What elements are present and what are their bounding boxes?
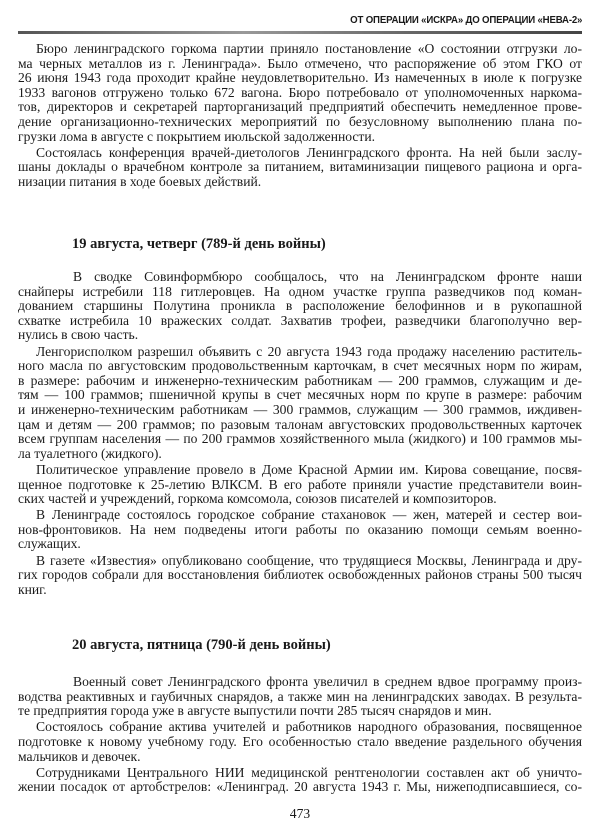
text-line: жении посадок от артобстрелов: «Ленинград. 20 августа 1943 г. Мы, нижеподписавшиеся, со- bbox=[18, 779, 582, 795]
paragraph bbox=[18, 508, 582, 552]
text-line: нов-фронтовиков. На нем подведены итоги работы по оказанию помощи семьям военно- bbox=[18, 521, 582, 537]
text-line: подготовке к новому учебному году. Его особенностью стало введение раздельного обучения bbox=[18, 733, 582, 749]
section-heading-aug-19: 19 августа, четверг (789-й день войны) bbox=[72, 236, 326, 252]
text-line: тов, директоров и секретарей парторганизаций предприятий обеспечить немедленное прове- bbox=[18, 99, 582, 115]
text-line: щенное подготовке к 25-летию ВЛКСМ. В его работе приняли участие представители воин- bbox=[18, 476, 582, 492]
text-line: служащих. bbox=[18, 536, 81, 552]
text-line: Военный совет Ленинградского фронта увеличил в среднем вдвое программу произ- bbox=[73, 674, 582, 689]
text-line: В Ленинграде состоялось городское собрание стахановок — жен, матерей и сестер вои- bbox=[36, 507, 582, 523]
section-heading-aug-20: 20 августа, пятница (790-й день войны) bbox=[72, 637, 331, 653]
paragraph bbox=[18, 720, 582, 764]
text-line: Состоялось собрание актива учителей и работников народного образования, посвященное bbox=[36, 719, 582, 735]
text-line: ских частей и учреждений, горкома комсомола, союзов писателей и композиторов. bbox=[18, 491, 497, 507]
paragraph bbox=[18, 554, 582, 598]
text-line: Бюро ленинградского горкома партии приняло постановление «О состоянии отгрузки ло- bbox=[36, 41, 582, 56]
text-line: цам и детям — 200 граммов; по разовым талонам августовских продовольственных карточек bbox=[18, 416, 582, 432]
text-line: гих городов собрали для восстановления библиотек освобожденных районов страны 500 тысяч bbox=[18, 567, 582, 583]
text-line: книг. bbox=[18, 581, 47, 597]
paragraph bbox=[18, 345, 582, 462]
running-head: ОТ ОПЕРАЦИИ «ИСКРА» ДО ОПЕРАЦИИ «НЕВА-2» bbox=[349, 14, 582, 26]
text-line: дованием старшины Полутина проникла в расположение белофиннов и в рукопашной bbox=[18, 298, 582, 314]
text-line: всем группам населения — по 200 граммов хозяйственного мыла (жидкого) и 100 граммов мы- bbox=[18, 431, 582, 447]
text-line: те предприятия города уже в августе выпустили почти 285 тысяч снарядов и мин. bbox=[18, 703, 492, 719]
paragraph bbox=[18, 42, 582, 144]
text-line: водства реактивных и гаубичных снарядов, а также мин на ленинградских заводах. В результа- bbox=[18, 688, 582, 704]
text-line: шаны доклады о врачебном контроле за питанием, витаминизации пищевого рациона и орга- bbox=[18, 159, 582, 175]
text-line: ма черных металлов из г. Ленинграда». Было отмечено, что распоряжение об этом ГКО от bbox=[18, 55, 582, 71]
text-line: грузки лома в августе с покрытием июльской задолженности. bbox=[18, 128, 376, 144]
paragraph bbox=[18, 675, 582, 719]
text-line: тям — 100 граммов; пшеничной крупы в счет месячных норм по крупе в размере: рабочим bbox=[18, 387, 582, 403]
text-line: нулись в свою часть. bbox=[18, 327, 139, 343]
text-block-aug-19 bbox=[18, 270, 582, 599]
text-line: Состоялась конференция врачей-диетологов Ленинградского фронта. На ней были заслу- bbox=[36, 144, 582, 160]
text-block-intro bbox=[18, 42, 582, 191]
text-line: Ленгорисполком разрешил объявить с 20 августа 1943 года продажу населению раститель- bbox=[36, 343, 582, 359]
text-line: В газете «Известия» опубликовано сообщение, что трудящиеся Москвы, Ленинграда и дру- bbox=[36, 552, 582, 568]
text-line: низации питания в ходе боевых действий. bbox=[18, 173, 262, 189]
text-line: дение организационно-технических мероприятий по безусловному выполнению плана по- bbox=[18, 113, 582, 129]
text-line: в размере: рабочим и инженерно-техническим работникам — 200 граммов, служащим и де- bbox=[18, 372, 582, 388]
text-line: мальчиков и девочек. bbox=[18, 748, 141, 764]
header-rule bbox=[18, 31, 582, 34]
text-line: 26 июня 1943 года проходит крайне неудовлетворительно. Из намеченных в июле к погрузке bbox=[18, 70, 582, 86]
text-block-aug-20 bbox=[18, 675, 582, 797]
text-line: Сотрудниками Центрального НИИ медицинской рентгенологии составлен акт об уничто- bbox=[36, 764, 582, 780]
text-line: В сводке Совинформбюро сообщалось, что на Ленинградском фронте наши bbox=[73, 269, 582, 284]
paragraph bbox=[18, 463, 582, 507]
paragraph bbox=[18, 270, 582, 343]
text-line: Политическое управление провело в Доме Красной Армии им. Кирова совещание, посвя- bbox=[36, 461, 582, 477]
text-line: 1933 вагонов отгружено только 672 вагона. Бюро потребовало от уполномоченных наркома- bbox=[18, 84, 582, 100]
text-line: схватке истребила 10 вражеских солдат. Захватив трофеи, разведчики благополучно вер- bbox=[18, 312, 582, 328]
text-line: ного масла по августовским продовольственным карточкам, в счет месячных норм по жирам, bbox=[18, 358, 582, 374]
text-line: ла туалетного (жидкого). bbox=[18, 445, 162, 461]
text-line: и инженерно-техническим работникам — 300 граммов, служащим — 300 граммов, иждивен- bbox=[18, 401, 582, 417]
text-line: снайперы истребили 118 гитлеровцев. На одном участке группа разведчиков под коман- bbox=[18, 283, 582, 299]
paragraph bbox=[18, 766, 582, 795]
paragraph bbox=[18, 146, 582, 190]
page-number: 473 bbox=[289, 806, 311, 821]
